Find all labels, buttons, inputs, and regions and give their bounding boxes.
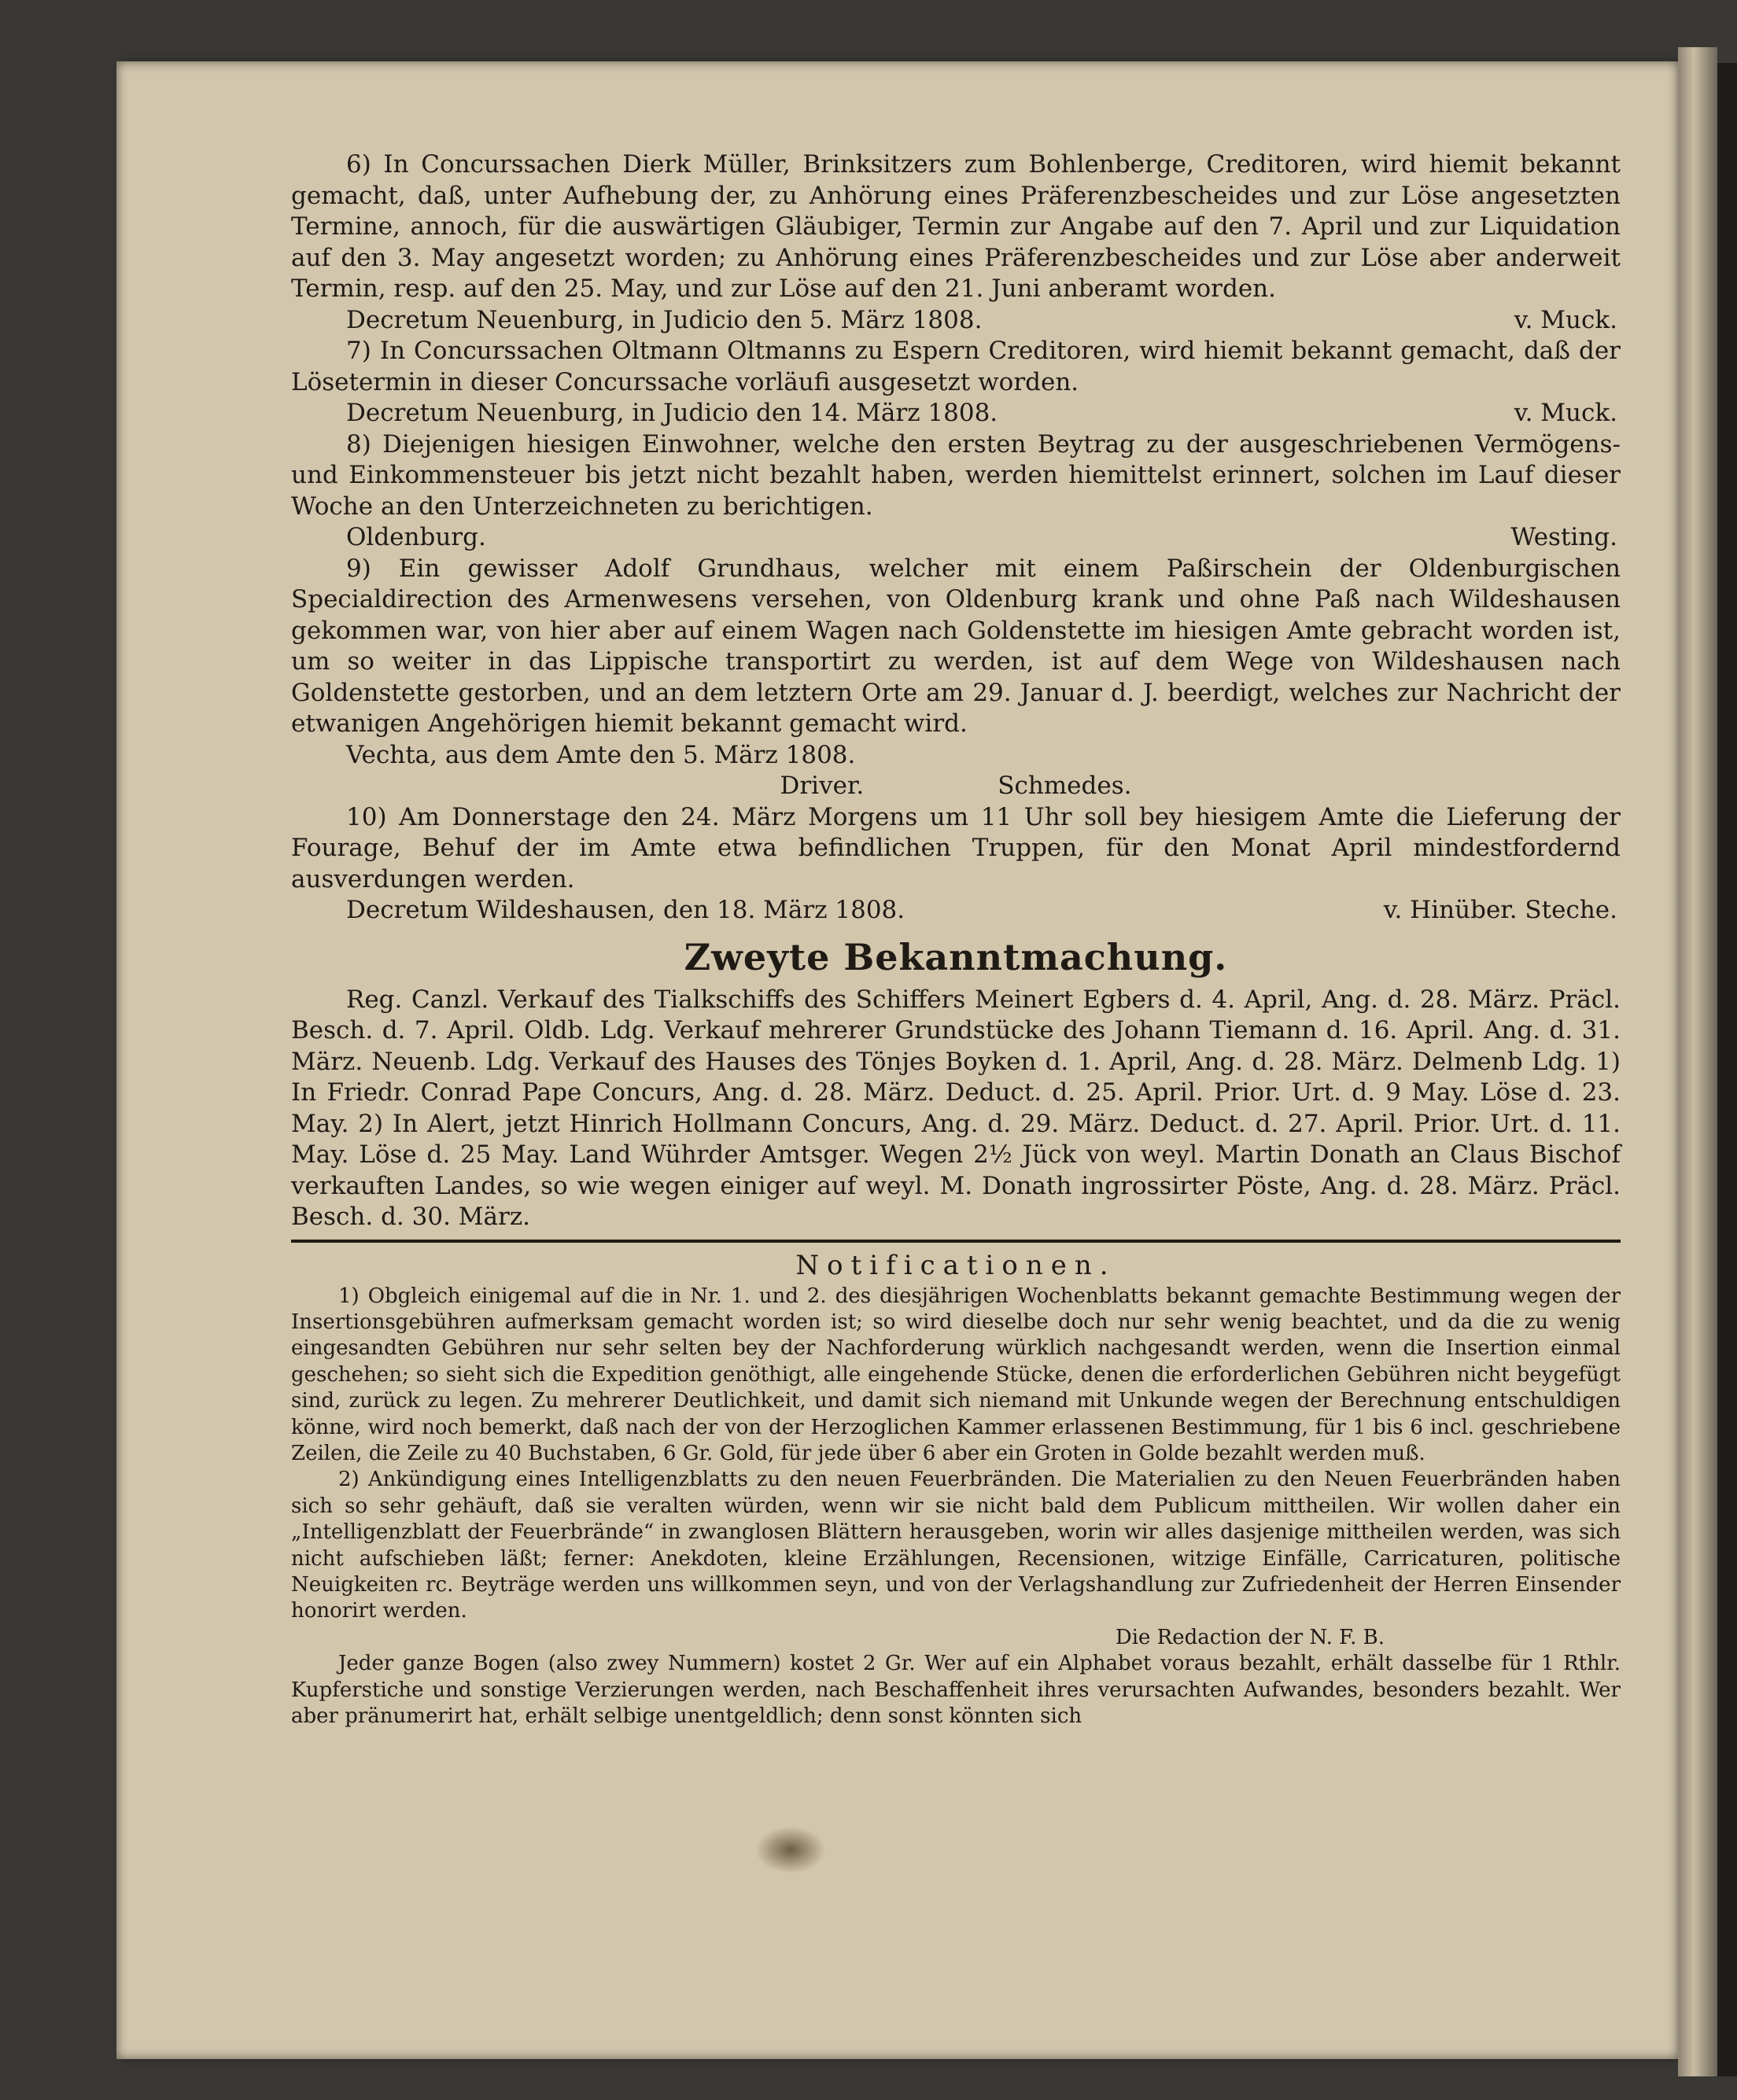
section-rule bbox=[291, 1240, 1621, 1243]
notice-9: 9) Ein gewisser Adolf Grundhaus, welcher mit einem Paßirschein der Oldenburgischen Specialdirection des Armenwesens versehen, von Oldenburg krank und ohne Paß nach Wildeshausen gekommen war, von hier aber auf einem Wagen nach Goldenstette im hiesigen Amte gebracht worden ist, um so weiter in das Lippische transportirt zu werden, ist auf dem Wege von Wildeshausen nach Goldenstette gestorben, und an dem letztern Orte am 29. Januar d. J. beerdigt, welches zur Nachricht der etwanigen Angehörigen hiemit bekannt gemacht wird. bbox=[291, 554, 1621, 738]
notice-8-place: Oldenburg. bbox=[346, 523, 486, 551]
notice-7-footer bbox=[291, 398, 1621, 429]
second-announcement-text: Reg. Canzl. Verkauf des Tialkschiffs des Schiffers Meinert Egbers d. 4. April, Ang. d. 28. März. Präcl. Besch. d. 7. April. Oldb. Ldg. Verkauf mehrerer Grundstücke des Johann Tiemann d. 16. April. Ang. d. 31. März. Neuenb. Ldg. Verkauf des Hauses des Tönjes Boyken d. 1. April, Ang. d. 28. März. Delmenb Ldg. 1) In Friedr. Conrad Pape Concurs, Ang. d. 28. März. Deduct. d. 25. April. Prior. Urt. d. 9 May. Löse d. 23. May. 2) In Alert, jetzt Hinrich Hollmann Concurs, Ang. d. 29. März. Deduct. d. 27. April. Prior. Urt. d. 11. May. Löse d. 25 May. Land Wührder Amtsger. Wegen 2½ Jück von weyl. Martin Donath an Claus Bischof verkauften Landes, so wie wegen einiger auf weyl. M. Donath ingrossirter Pöste, Ang. d. 28. März. Präcl. Besch. d. 30. März. bbox=[291, 985, 1621, 1231]
notification-2: 2) Ankündigung eines Intelligenzblatts zu den neuen Feuerbränden. Die Materialien zu den Neuen Feuerbränden haben sich so sehr gehäuft, daß sie veralten würden, wenn wir sie nicht bald dem Publicum mittheilen. Wir wollen daher ein „Intelligenzblatt der Feuerbrände“ in zwanglosen Blättern herausgeben, worin wir alles dasjenige mittheilen werden, was sich nicht aufschieben läßt; ferner: Anekdoten, kleine Erzählungen, Recensionen, witzige Einfälle, Carricaturen, politische Neuigkeiten rc. Beyträge werden uns willkommen seyn, und von der Verlagshandlung zur Zufriedenheit der Herren Einsender honorirt werden. bbox=[291, 1468, 1621, 1623]
notice-10: 10) Am Donnerstage den 24. März Morgens um 11 Uhr soll bey hiesigem Amte die Lieferung der Fourage, Behuf der im Amte etwa befindlichen Truppen, für den Monat April mindestfordernd ausverdungen werden. bbox=[291, 802, 1621, 893]
page-edge bbox=[1717, 63, 1737, 2076]
notice-10-decree: Decretum Wildeshausen, den 18. März 1808. bbox=[346, 896, 905, 924]
book-spine bbox=[1678, 47, 1717, 2076]
notice-9-place: Vechta, aus dem Amte den 5. März 1808. bbox=[346, 740, 856, 769]
second-announcement-heading: Zweyte Bekanntmachung. bbox=[684, 935, 1228, 978]
notice-7: 7) In Concurssachen Oltmann Oltmanns zu Espern Creditoren, wird hiemit bekannt gemacht, daß der Lösetermin in dieser Concurssache vorläufi ausgesetzt worden. bbox=[291, 337, 1621, 396]
notice-9-signers bbox=[291, 771, 1621, 802]
notification-1: 1) Obgleich einigemal auf die in Nr. 1. und 2. des diesjährigen Wochenblatts bekannt gemachte Bestimmung wegen der Insertionsgebühren aufmerksam gemacht worden ist; so wird dieselbe doch nur sehr wenig beachtet, und da die zu wenig eingesandten Gebühren nur sehr selten bey der Nachforderung würklich nachgesandt werden, wenn die Insertion einmal geschehen; so sieht sich die Expedition genöthigt, alle eingehende Stücke, denen die erforderlichen Gebühren nicht beygefügt sind, zurück zu legen. Zu mehrerer Deutlichkeit, und damit sich niemand mit Unkunde wegen der Berechnung entschuldigen könne, wird noch bemerkt, daß nach der von der Herzoglichen Kammer erlassenen Bestimmung, für 1 bis 6 incl. geschriebene Zeilen, die Zeile zu 40 Buchstaben, 6 Gr. Gold, für jede über 6 aber ein Groten in Golde bezahlt werden muß. bbox=[291, 1284, 1621, 1465]
notice-7-decree: Decretum Neuenburg, in Judicio den 14. März 1808. bbox=[346, 399, 998, 427]
notice-9-signer-1: Driver. bbox=[780, 772, 865, 800]
notice-8: 8) Diejenigen hiesigen Einwohner, welche den ersten Beytrag zu der ausgeschriebenen Vermögens- und Einkommensteuer bis jetzt nicht bezahlt haben, werden hiemittelst erinnert, solchen im Lauf dieser Woche an den Unterzeichneten zu berichtigen. bbox=[291, 429, 1621, 521]
notice-7-signature: v. Muck. bbox=[1514, 399, 1617, 427]
page-content bbox=[291, 149, 1621, 1730]
notice-6-footer bbox=[291, 305, 1621, 337]
notice-9-signer-2: Schmedes. bbox=[998, 772, 1132, 800]
pricing-note: Jeder ganze Bogen (also zwey Nummern) kostet 2 Gr. Wer auf ein Alphabet voraus bezahlt, erhält dasselbe für 1 Rthlr. Kupferstiche und sonstige Verzierungen werden, nach Beschaffenheit ihres verursachten Aufwandes, besonders bezahlt. Wer aber pränumerirt hat, erhält selbige unentgeldlich; denn sonst könnten sich bbox=[291, 1652, 1621, 1728]
notice-6-signature: v. Muck. bbox=[1514, 305, 1617, 334]
notice-6-decree: Decretum Neuenburg, in Judicio den 5. März 1808. bbox=[346, 305, 983, 334]
notice-8-footer bbox=[291, 522, 1621, 554]
redaction-signature: Die Redaction der N. F. B. bbox=[1115, 1625, 1385, 1649]
notice-10-footer bbox=[291, 895, 1621, 927]
notice-8-signature: Westing. bbox=[1510, 523, 1617, 551]
notifications-heading: Notificationen. bbox=[795, 1249, 1116, 1281]
notice-6: 6) In Concurssachen Dierk Müller, Brinksitzers zum Bohlenberge, Creditoren, wird hiemit bekannt gemacht, daß, unter Aufhebung der, zu Anhörung eines Präferenzbescheides und zur Löse angesetzten Termine, annoch, für die auswärtigen Gläubiger, Termin zur Angabe auf den 7. April und zur Liquidation auf den 3. May angesetzt worden; zu Anhörung eines Präferenzbescheides und zur Löse aber anderweit Termin, resp. auf den 25. May, und zur Löse auf den 21. Juni anberamt worden. bbox=[291, 150, 1621, 303]
notifications-body bbox=[291, 1284, 1621, 1730]
notice-10-signature: v. Hinüber. Steche. bbox=[1383, 896, 1617, 924]
notice-9-place-row bbox=[291, 740, 1621, 772]
ink-stain bbox=[755, 1826, 826, 1873]
